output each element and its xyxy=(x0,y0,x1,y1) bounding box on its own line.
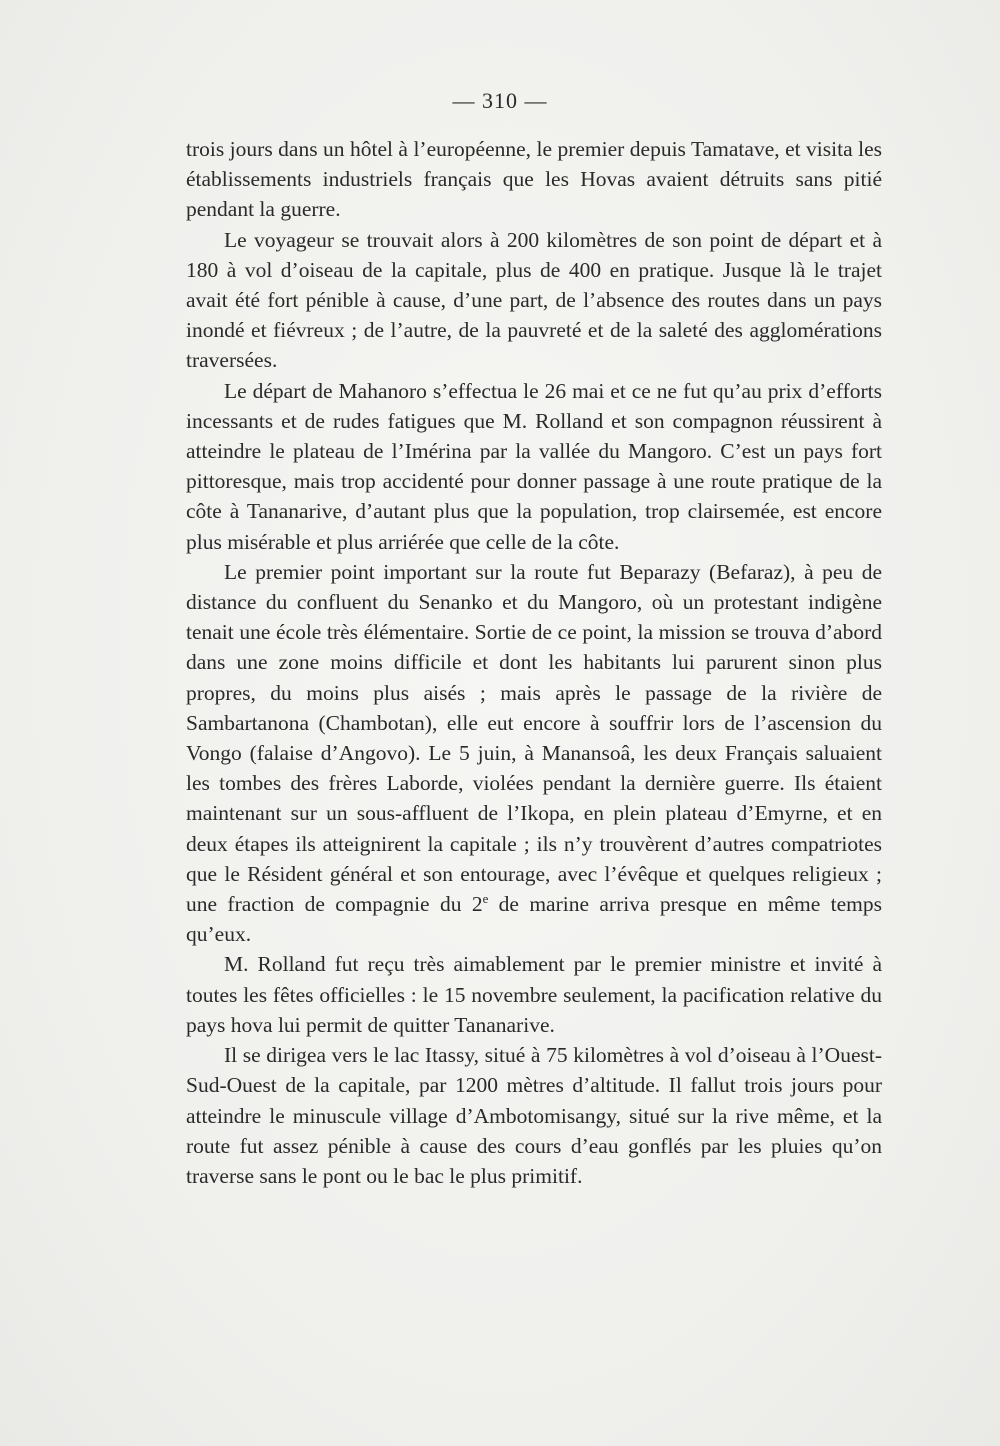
paragraph-4 xyxy=(186,557,882,950)
paragraph-1: trois jours dans un hôtel à l’européenne, le premier depuis Tamatave, et visita les établissements industriels français que les Hovas avaient détruits sans pitié pendant la guerre. xyxy=(186,137,882,222)
ordinal-superscript: e xyxy=(482,891,489,906)
page-number: — 310 — xyxy=(452,88,548,113)
paragraph-4-text-b: de marine arriva presque en même temps qu’eux. xyxy=(186,892,883,947)
paragraph-4-text-a: Le premier point important sur la route fut Beparazy (Befaraz), à peu de distance du confluent du Senanko et du Mangoro, où un protestant indigène tenait une école très élémentaire. Sortie de ce point, la mission se trouva d’abord dans une zone moins difficile et dont les habitants lui parurent sinon plus propres, du moins plus aisés ; mais après le passage de la rivière de Sambartanona (Chambotan), elle eut encore à souffrir lors de l’ascension du Vongo (falaise d’Angovo). Le 5 juin, à Manansoâ, les deux Français saluaient les tombes des frères Laborde, violées pendant la dernière guerre. Ils étaient maintenant sur un sous-affluent de l’Ikopa, en plein plateau d’Emyrne, et en deux étapes ils atteignirent la capitale ; ils n’y trouvèrent d’autres compatriotes que le Résident général et son entourage, avec l’évêque et quelques religieux ; une fraction de compagnie du 2 xyxy=(186,559,882,917)
body-text xyxy=(186,134,882,1191)
paragraph-2: Le voyageur se trouvait alors à 200 kilomètres de son point de départ et à 180 à vol d’oiseau de la capitale, plus de 400 en pratique. Jusque là le trajet avait été fort pénible à cause, d’une part, de l’absence des routes dans un pays inondé et fiévreux ; de l’autre, de la pauvreté et de la saleté des agglomérations traversées. xyxy=(186,227,882,373)
paragraph-5: M. Rolland fut reçu très aimablement par le premier ministre et invité à toutes les fêtes officielles : le 15 novembre seulement, la pacification relative du pays hova lui permit de quitter Tananarive. xyxy=(186,952,882,1037)
paragraph-3: Le départ de Mahanoro s’effectua le 26 mai et ce ne fut qu’au prix d’efforts incessants et de rudes fatigues que M. Rolland et son compagnon réussirent à atteindre le plateau de l’Imérina par la vallée du Mangoro. C’est un pays fort pittoresque, mais trop accidenté pour donner passage à une route pratique de la côte à Tananarive, d’autant plus que la population, trop clairsemée, est encore plus misérable et plus arriérée que celle de la côte. xyxy=(186,378,882,554)
paragraph-6: Il se dirigea vers le lac Itassy, situé à 75 kilomètres à vol d’oiseau à l’Ouest-Sud-Ouest de la capitale, par 1200 mètres d’altitude. Il fallut trois jours pour atteindre le minuscule village d’Ambotomisangy, situé sur la rive même, et la route fut assez pénible à cause des cours d’eau gonflés par les pluies qu’on traverse sans le pont ou le bac le plus primitif. xyxy=(186,1043,882,1188)
